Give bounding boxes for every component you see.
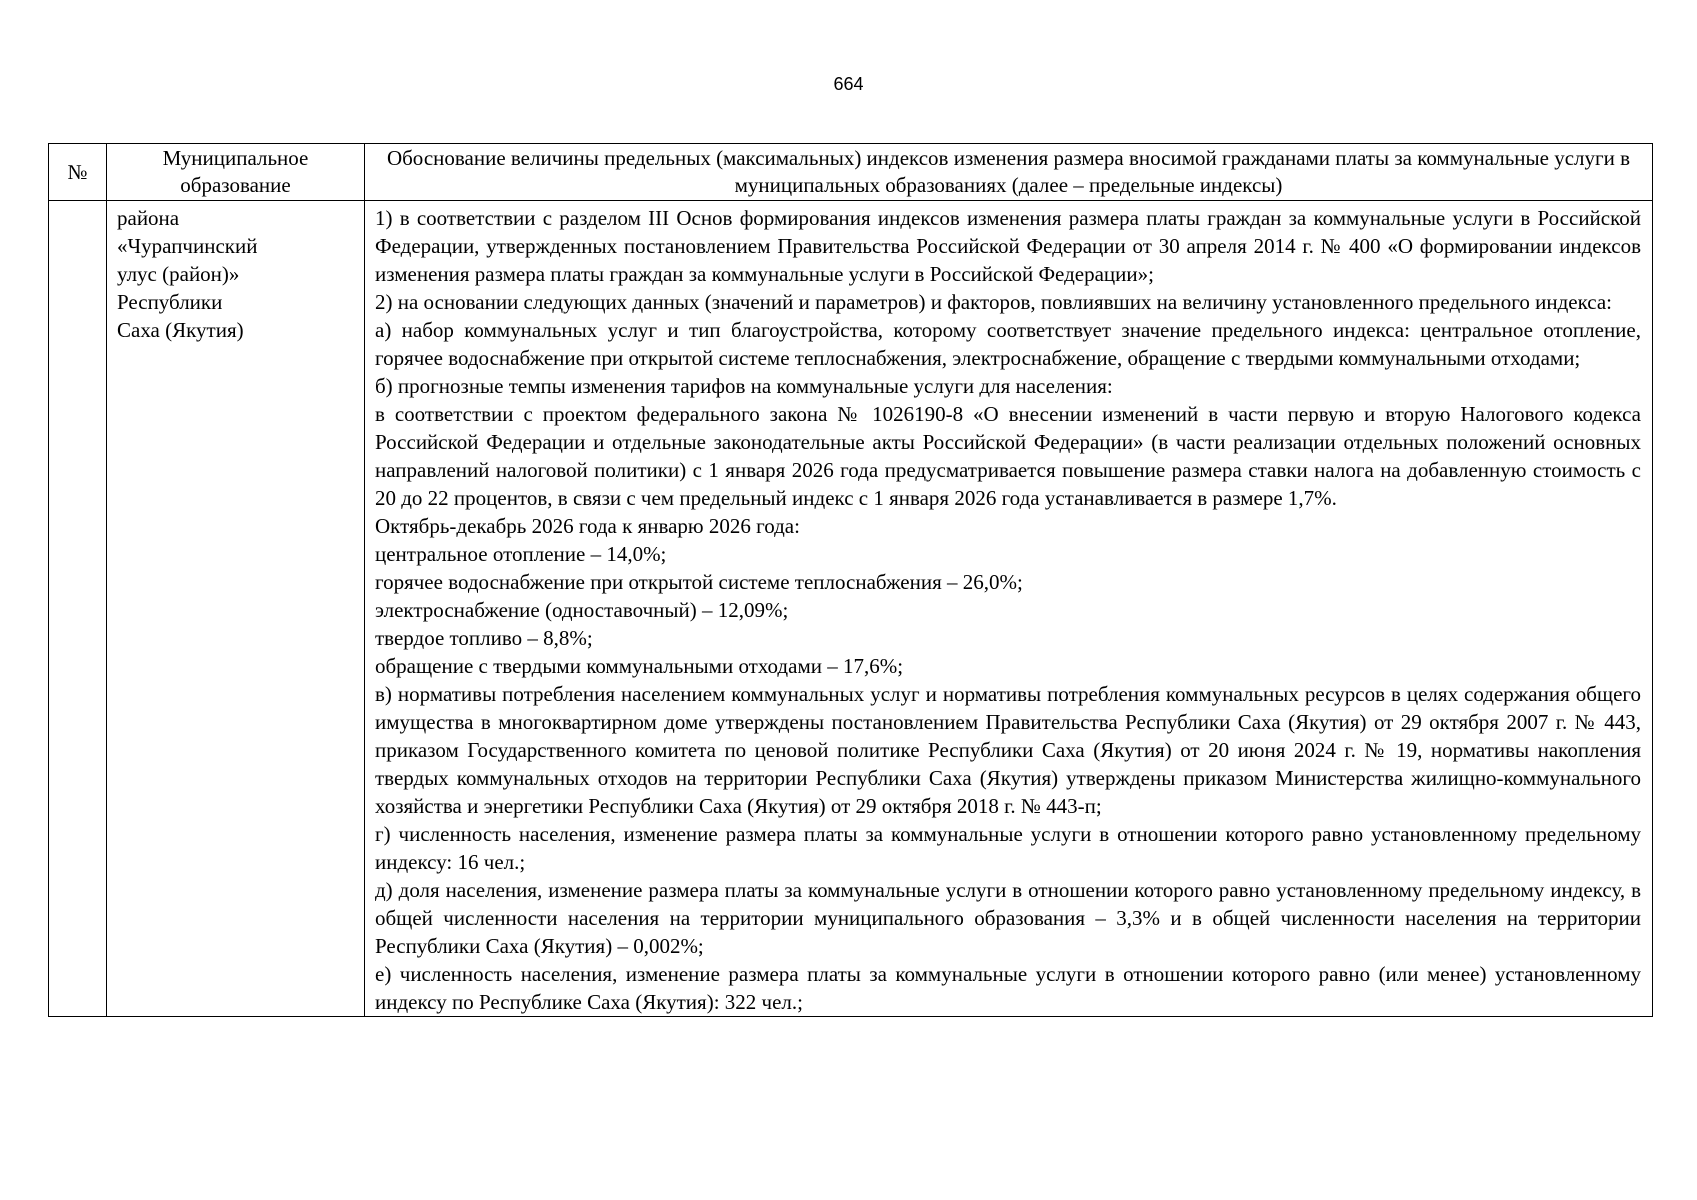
paragraph-period: Октябрь-декабрь 2026 года к январю 2026 года: <box>375 514 800 538</box>
justification-cell <box>365 201 1653 1017</box>
table-row <box>49 201 1653 1017</box>
rate-electricity: электроснабжение (одноставочный) – 12,09%; <box>375 598 789 622</box>
municipality-line: Республики <box>117 290 223 314</box>
rate-solid-waste: обращение с твердыми коммунальными отходами – 17,6%; <box>375 654 904 678</box>
row-number-cell <box>49 201 107 1017</box>
paragraph-2-factors: 2) на основании следующих данных (значений и параметров) и факторов, повлиявших на величину установленного предельного индекса: <box>375 290 1613 314</box>
paragraph-e-population-count: е) численность населения, изменение размера платы за коммунальные услуги в отношении которого равно (или менее) установленному индексу по Республике Саха (Якутия): 322 чел.; <box>375 962 1641 1014</box>
paragraph-v-norms: в) нормативы потребления населением коммунальных услуг и нормативы потребления коммунальных ресурсов в целях содержания общего имущества в многоквартирном доме утверждены постановлением Правительства Республики Саха (Якутия) от 29 октября 2007 г. № 443, приказом Государственного комитета по ценовой политике Республики Саха (Якутия) от 20 июня 2024 г. № 19, нормативы накопления твердых коммунальных отходов на территории Республики Саха (Якутия) утверждены приказом Министерства жилищно-коммунального хозяйства и энергетики Республики Саха (Якутия) от 29 октября 2018 г. № 443-п; <box>375 682 1641 818</box>
paragraph-b-tariff-rates: б) прогнозные темпы изменения тарифов на коммунальные услуги для населения: <box>375 374 1113 398</box>
municipality-line: района <box>117 206 180 230</box>
header-number: № <box>49 144 107 201</box>
header-municipality: Муниципальное образование <box>107 144 365 201</box>
paragraph-g-population: г) численность населения, изменение размера платы за коммунальные услуги в отношении которого равно установленному предельному индексу: 16 чел.; <box>375 822 1641 874</box>
rate-hot-water: горячее водоснабжение при открытой системе теплоснабжения – 26,0%; <box>375 570 1023 594</box>
paragraph-vat-law: в соответствии с проектом федерального закона № 1026190-8 «О внесении изменений в части первую и вторую Налогового кодекса Российской Федерации и отдельные законодательные акты Российской Федерации» (в части реализации отдельных положений основных направлений налоговой политики) с 1 января 2026 года предусматривается повышение размера ставки налога на добавленную стоимость с 20 до 22 процентов, в связи с чем предельный индекс с 1 января 2026 года устанавливается в размере 1,7%. <box>375 402 1641 510</box>
justification-table <box>48 143 1653 1017</box>
paragraph-1-basis: 1) в соответствии с разделом III Основ формирования индексов изменения размера платы граждан за коммунальные услуги в Российской Федерации, утвержденных постановлением Правительства Российской Федерации от 30 апреля 2014 г. № 400 «О формировании индексов изменения размера платы граждан за коммунальные услуги в Российской Федерации»; <box>375 206 1641 286</box>
municipality-cell <box>107 201 365 1017</box>
table-header-row <box>49 144 1653 201</box>
municipality-line: Саха (Якутия) <box>117 318 244 342</box>
municipality-line: улус (район)» <box>117 262 240 286</box>
rate-solid-fuel: твердое топливо – 8,8%; <box>375 626 593 650</box>
rate-central-heating: центральное отопление – 14,0%; <box>375 542 667 566</box>
paragraph-a-services: а) набор коммунальных услуг и тип благоустройства, которому соответствует значение предельного индекса: центральное отопление, горячее водоснабжение при открытой системе теплоснабжения, электроснабжение, обращение с твердыми коммунальными отходами; <box>375 318 1641 370</box>
paragraph-d-population-share: д) доля населения, изменение размера платы за коммунальные услуги в отношении которого равно установленному предельному индексу, в общей численности населения на территории муниципального образования – 3,3% и в общей численности населения на территории Республики Саха (Якутия) – 0,002%; <box>375 878 1641 958</box>
header-justification: Обоснование величины предельных (максимальных) индексов изменения размера вносимой гражданами платы за коммунальные услуги в муниципальных образованиях (далее – предельные индексы) <box>365 144 1653 201</box>
municipality-line: «Чурапчинский <box>117 234 258 258</box>
page-number: 664 <box>833 74 864 94</box>
